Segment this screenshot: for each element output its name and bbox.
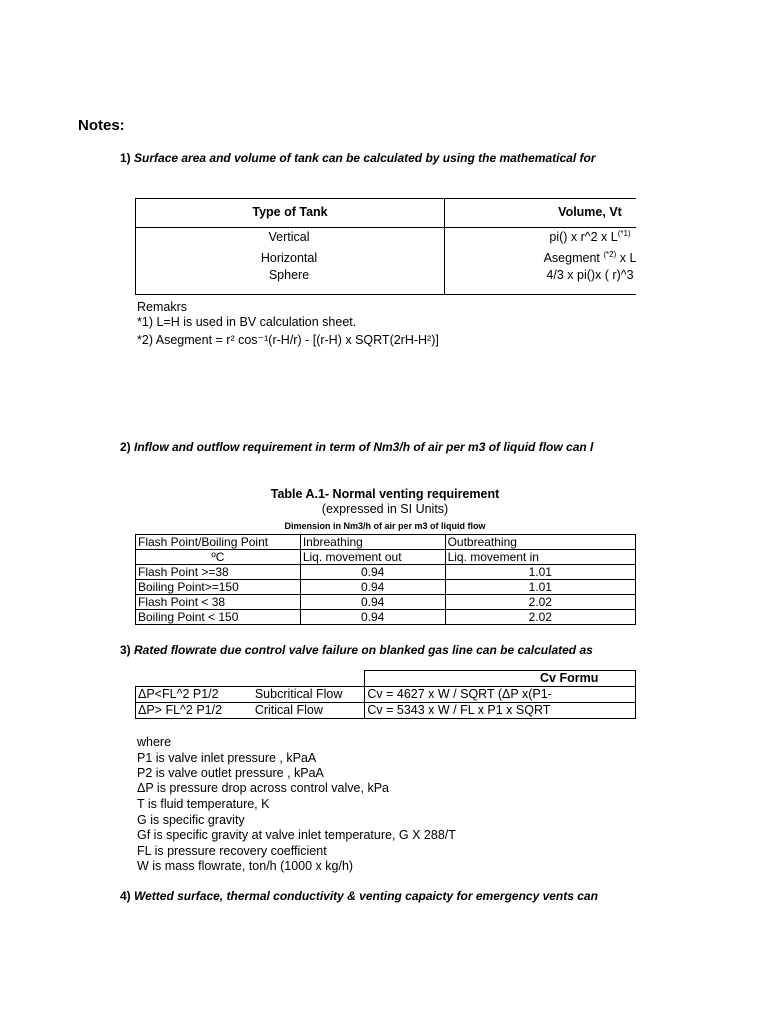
table-row bbox=[136, 610, 636, 625]
tank-table-header-type: Type of Tank bbox=[252, 205, 328, 219]
table-cell: 2.02 bbox=[445, 595, 635, 610]
note-item-3-text: Rated flowrate due control valve failure on blanked gas line can be calculated as bbox=[134, 643, 593, 657]
table-header-row bbox=[136, 550, 636, 565]
table-cell: Flash Point < 38 bbox=[136, 595, 301, 610]
tank-volume-table bbox=[135, 198, 636, 295]
where-line: G is specific gravity bbox=[137, 813, 245, 827]
where-line: FL is pressure recovery coefficient bbox=[137, 844, 327, 858]
table-cell: Cv = 5343 x W / FL x P1 x SQRT bbox=[365, 703, 636, 719]
table-a1-title: Table A.1- Normal venting requirement bbox=[270, 487, 500, 501]
note-item-2-text: Inflow and outflow requirement in term of Nm3/h of air per m3 of liquid flow can l bbox=[134, 440, 594, 454]
remarks-line-1: *1) L=H is used in BV calculation sheet. bbox=[137, 315, 357, 329]
note-item-2-number: 2) bbox=[120, 440, 131, 454]
table-row bbox=[136, 595, 636, 610]
note-item-3-number: 3) bbox=[120, 643, 131, 657]
table-cell: Cv = 4627 x W / SQRT (ΔP x(P1- bbox=[365, 687, 636, 703]
cv-table-header: Cv Formu bbox=[365, 671, 636, 687]
table-header-row bbox=[136, 535, 636, 550]
notes-title: Notes: bbox=[78, 117, 125, 134]
table-row bbox=[136, 687, 636, 703]
tank-type-horizontal: Horizontal bbox=[260, 251, 318, 265]
table-cell: 0.94 bbox=[300, 565, 445, 580]
where-line: W is mass flowrate, ton/h (1000 x kg/h) bbox=[137, 859, 354, 873]
table-cell: 1.01 bbox=[445, 580, 635, 595]
table-cell: Flash Point >=38 bbox=[136, 565, 301, 580]
normal-venting-table bbox=[135, 534, 636, 625]
header-cell: ºC bbox=[136, 550, 301, 565]
note-item-1-number: 1) bbox=[120, 151, 131, 165]
note-item-1 bbox=[120, 151, 596, 165]
table-cell: 0.94 bbox=[300, 580, 445, 595]
table-row bbox=[136, 703, 636, 719]
table-cell: Boiling Point>=150 bbox=[136, 580, 301, 595]
table-cell: ΔP> FL^2 P1/2 bbox=[136, 703, 253, 719]
where-line: P2 is valve outlet pressure , kPaA bbox=[137, 766, 324, 780]
table-a1-subtitle: (expressed in SI Units) bbox=[321, 502, 449, 516]
note-item-3 bbox=[120, 643, 593, 657]
tank-type-vertical: Vertical bbox=[268, 230, 310, 244]
table-cell: 0.94 bbox=[300, 610, 445, 625]
where-line: ΔP is pressure drop across control valve, kPa bbox=[137, 781, 389, 795]
remarks-title: Remakrs bbox=[137, 300, 188, 314]
where-line: P1 is valve inlet pressure , kPaA bbox=[137, 751, 317, 765]
header-cell: Flash Point/Boiling Point bbox=[136, 535, 301, 550]
table-a1-dimension: Dimension in Nm3/h of air per m3 of liquid flow bbox=[284, 521, 486, 531]
tank-volume-vertical: pi() x r^2 x $L^{(*1)}$ bbox=[549, 228, 631, 244]
table-cell: Subcritical Flow bbox=[253, 687, 365, 703]
where-line: T is fluid temperature, K bbox=[137, 797, 270, 811]
table-header-row bbox=[136, 671, 636, 687]
note-item-4 bbox=[120, 889, 598, 903]
table-cell: ΔP<FL^2 P1/2 bbox=[136, 687, 253, 703]
table-cell: 0.94 bbox=[300, 595, 445, 610]
cv-formula-table bbox=[135, 670, 636, 719]
table-cell: Boiling Point < 150 bbox=[136, 610, 301, 625]
tank-table-header-volume: Volume, Vt bbox=[558, 205, 622, 219]
remarks-line-2: *2) Asegment = r² cos⁻¹(r-H/r) - [(r-H) x SQRT(2rH-H²)] bbox=[137, 333, 439, 347]
note-item-1-text: Surface area and volume of tank can be calculated by using the mathematical for bbox=[134, 151, 596, 165]
header-cell: Outbreathing bbox=[445, 535, 635, 550]
header-cell: Inbreathing bbox=[300, 535, 445, 550]
where-line: Gf is specific gravity at valve inlet temperature, G X 288/T bbox=[137, 828, 456, 842]
table-row bbox=[136, 580, 636, 595]
tank-volume-sphere: 4/3 x pi()x ( r)^3 bbox=[546, 268, 634, 282]
note-item-4-number: 4) bbox=[120, 889, 131, 903]
tank-type-sphere: Sphere bbox=[268, 268, 310, 282]
where-line: where bbox=[137, 735, 172, 749]
table-row bbox=[136, 565, 636, 580]
header-cell: Liq. movement in bbox=[445, 550, 635, 565]
table-cell: Critical Flow bbox=[253, 703, 365, 719]
note-item-4-text: Wetted surface, thermal conductivity & venting capaicty for emergency vents can bbox=[134, 889, 598, 903]
table-cell: 1.01 bbox=[445, 565, 635, 580]
note-item-2 bbox=[120, 440, 593, 454]
tank-volume-horizontal: Asegment $^{(*2)}$ x L bbox=[543, 249, 636, 265]
table-cell: 2.02 bbox=[445, 610, 635, 625]
header-cell: Liq. movement out bbox=[300, 550, 445, 565]
